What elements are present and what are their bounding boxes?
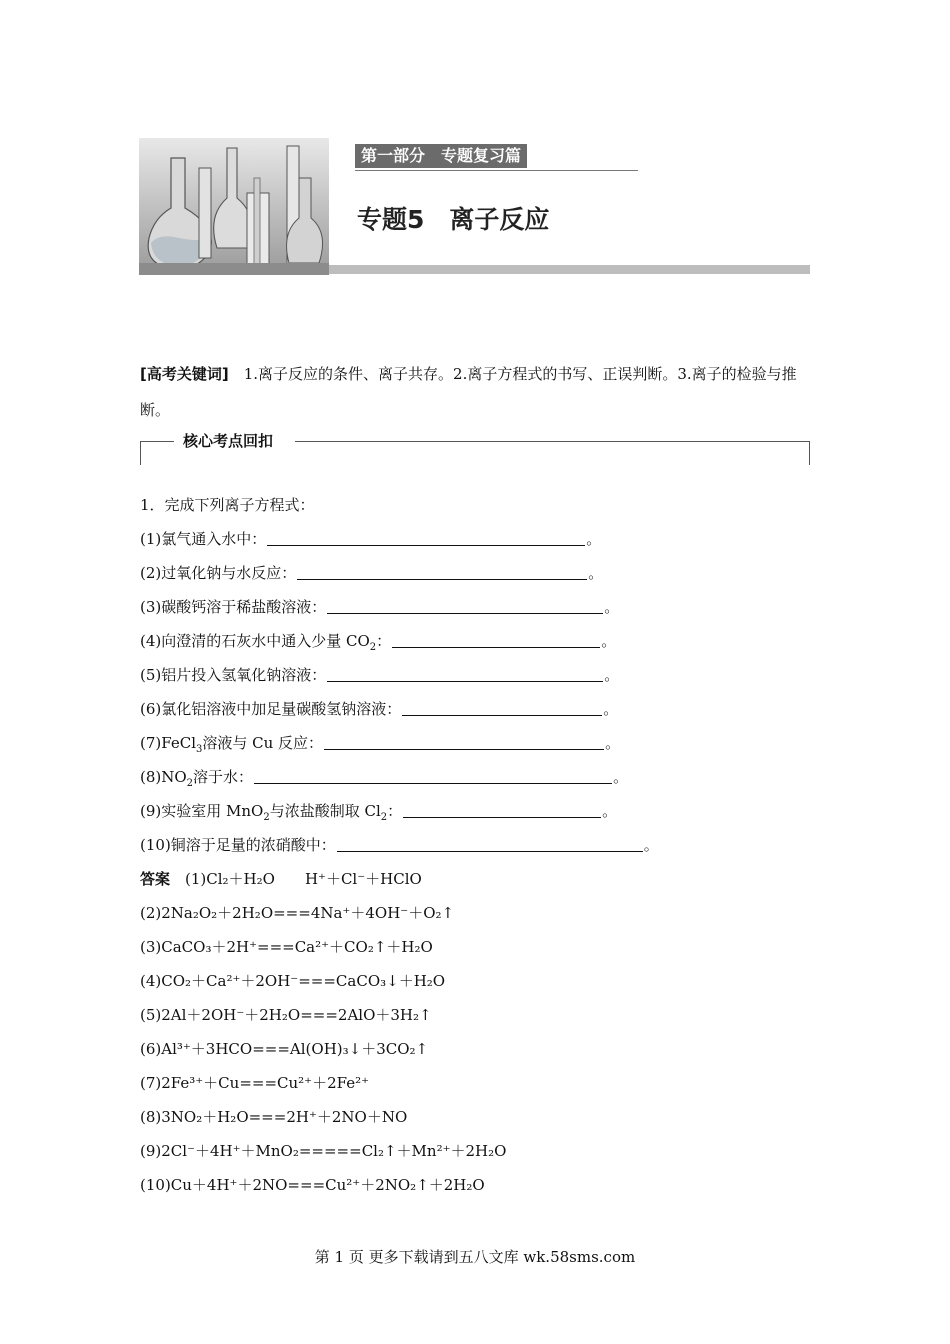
answer-blank — [254, 769, 612, 784]
lab-glassware-photo — [139, 138, 329, 275]
question-item-7: (7)FeCl$_3$溶液与 Cu 反应： 。 — [140, 734, 621, 755]
keywords-tag: [高考关键词] — [140, 365, 229, 383]
section-line-left — [140, 441, 174, 442]
answer-line-5: (5)2Al＋2OH⁻＋2H₂O===2AlO＋3H₂↑ — [140, 1006, 432, 1024]
answer-blank — [392, 633, 600, 648]
answer-blank — [337, 837, 643, 852]
chapter-title: 专题5 离子反应 — [357, 205, 550, 234]
answer-line-7: (7)2Fe³⁺＋Cu===Cu²⁺＋2Fe²⁺ — [140, 1074, 370, 1092]
answer-line-8: (8)3NO₂＋H₂O===2H⁺＋2NO＋NO — [140, 1108, 408, 1126]
answer-line-2: (2)2Na₂O₂＋2H₂O===4Na⁺＋4OH⁻＋O₂↑ — [140, 904, 455, 922]
answer-line-6: (6)Al³⁺＋3HCO===Al(OH)₃↓＋3CO₂↑ — [140, 1040, 429, 1058]
answer-line-1: 答案 (1)Cl₂＋H₂O H⁺＋Cl⁻＋HClO — [140, 870, 422, 888]
question-item-10: (10)铜溶于足量的浓硝酸中： 。 — [140, 836, 659, 854]
question-item-3: (3)碳酸钙溶于稀盐酸溶液： 。 — [140, 598, 620, 616]
answer-line-9: (9)2Cl⁻＋4H⁺＋MnO₂=====Cl₂↑＋Mn²⁺＋2H₂O — [140, 1142, 507, 1160]
chapter-banner — [139, 138, 810, 275]
keywords-paragraph — [140, 356, 810, 428]
question-item-8: $(8)NO_2$溶于水： 。 — [140, 768, 629, 789]
answer-blank — [403, 803, 601, 818]
answer-blank — [297, 565, 587, 580]
answer-blank — [402, 701, 602, 716]
answer-label: 答案 — [140, 870, 171, 888]
answer-line-4: (4)CO₂＋Ca²⁺＋2OH⁻===CaCO₃↓＋H₂O — [140, 972, 446, 990]
part-divider — [355, 170, 638, 171]
answer-line-10: (10)Cu＋4H⁺＋2NO===Cu²⁺＋2NO₂↑＋2H₂O — [140, 1176, 485, 1194]
keywords-text: 1.离子反应的条件、离子共存。2.离子方程式的书写、正误判断。3.离子的检验与推断。 — [140, 365, 797, 419]
section-title: 核心考点回扣 — [180, 430, 276, 452]
part-label: 第一部分 专题复习篇 — [355, 144, 527, 168]
question-item-5: (5)铝片投入氢氧化钠溶液： 。 — [140, 666, 620, 684]
section-header — [140, 430, 810, 467]
question-item-4: (4)向澄清的石灰水中通入少量 $CO_2$： 。 — [140, 632, 617, 653]
answer-blank — [267, 531, 585, 546]
question-item-6: (6)氯化铝溶液中加足量碳酸氢钠溶液： 。 — [140, 700, 619, 718]
answer-blank — [327, 599, 603, 614]
question-item-1: (1)氯气通入水中： 。 — [140, 530, 602, 548]
answer-blank — [324, 735, 604, 750]
page-footer: 第 1 页 更多下载请到五八文库 wk.58sms.com — [314, 1248, 636, 1266]
section-line-right — [295, 441, 810, 442]
answer-line-3: (3)CaCO₃＋2H⁺===Ca²⁺＋CO₂↑＋H₂O — [140, 938, 433, 956]
question-intro: 1．完成下列离子方程式： — [140, 496, 315, 514]
banner-bar — [329, 265, 810, 274]
answer-blank — [327, 667, 603, 682]
section-bracket-right — [809, 441, 810, 465]
question-item-9: (9)实验室用 MnO$_2$与浓盐酸制取 $Cl_2$： 。 — [140, 802, 618, 823]
section-bracket-left — [140, 441, 141, 465]
question-item-2: (2)过氧化钠与水反应： 。 — [140, 564, 604, 582]
